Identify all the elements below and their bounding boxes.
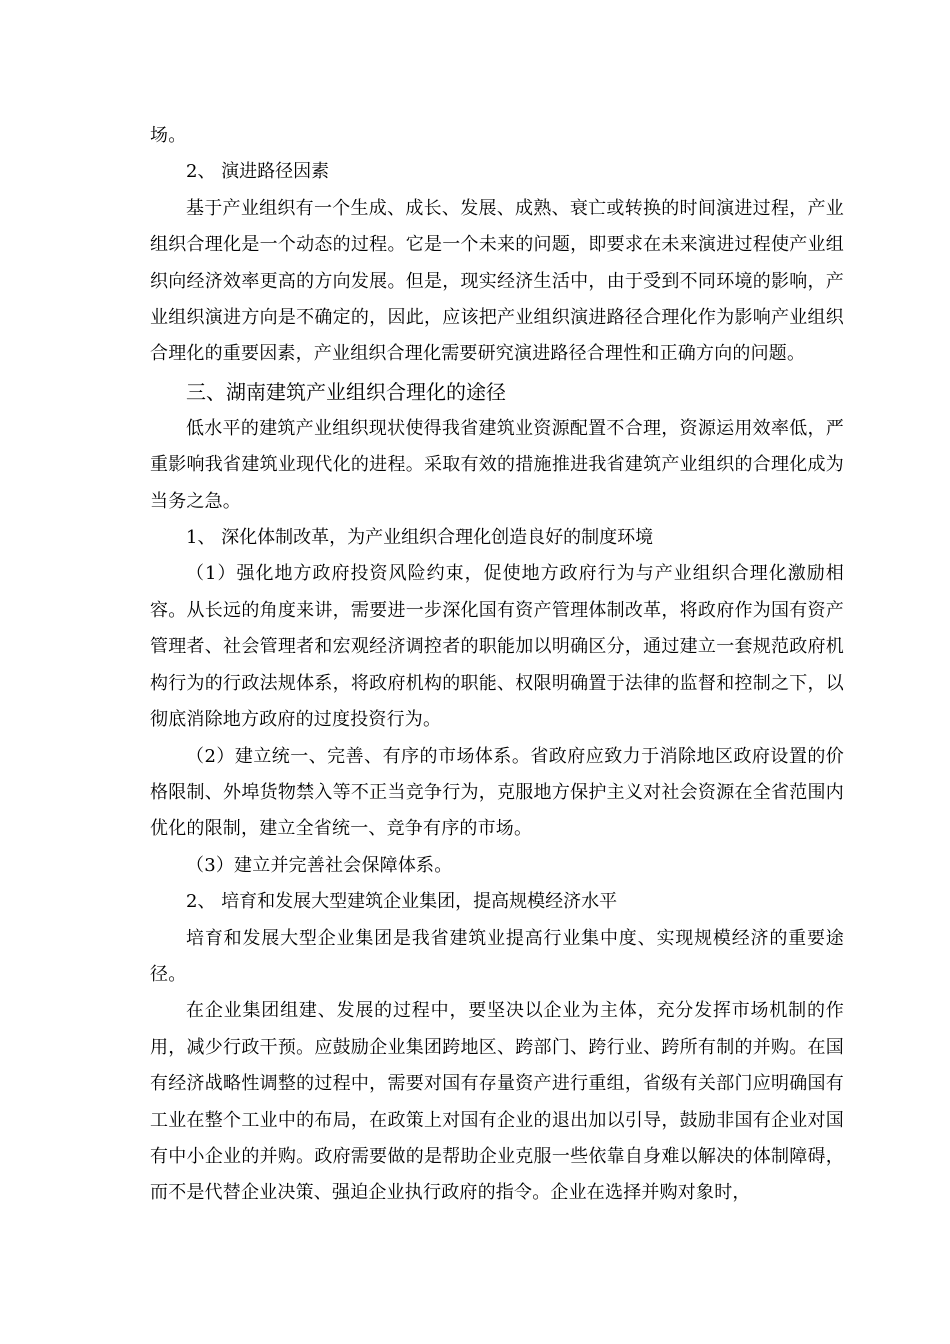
subsection-heading-evolution-path: 2、 演进路径因素: [186, 161, 330, 183]
paragraph-continuation: 场。: [150, 125, 187, 146]
paragraph-groups-2: 在企业集团组建、发展的过程中，要坚决以企业为主体，充分发挥市场机制的作用，减少行政干预。应鼓励企业集团跨地区、跨部门、跨行业、跨所有制的并购。在国有经济战略性调整的过程中，需要对国有存量资产进行重组，省级有关部门应明确国有工业在整个工业中的布局，在政策上对国有企业的退出加以引导，鼓励非国有企业对国有中小企业的并购。政府需要做的是帮助企业克服一些依靠自身难以解决的体制障碍，而不是代替企业决策、强迫企业执行政府的指令。企业在选择并购对象时，: [150, 1000, 844, 1204]
paragraph-evolution-path: 基于产业组织有一个生成、成长、发展、成熟、衰亡或转换的时间演进过程，产业组织合理化是一个动态的过程。它是一个未来的问题，即要求在未来演进过程使产业组织向经济效率更高的方向发展。但是，现实经济生活中，由于受到不同环境的影响，产业组织演进方向是不确定的，因此，应该把产业组织演进路径合理化作为影响产业组织合理化的重要因素，产业组织合理化需要研究演进路径合理性和正确方向的问题。: [150, 197, 844, 365]
document-page: [150, 118, 844, 1212]
paragraph-groups-1: 培育和发展大型企业集团是我省建筑业提高行业集中度、实现规模经济的重要途径。: [150, 927, 844, 985]
section-heading-hunan: 三、湖南建筑产业组织合理化的途径: [186, 379, 506, 404]
paragraph-reform-1: （1）强化地方政府投资风险约束，促使地方政府行为与产业组织合理化激励相容。从长远的角度来讲，需要进一步深化国有资产管理体制改革，将政府作为国有资产管理者、社会管理者和宏观经济调控者的职能加以明确区分，通过建立一套规范政府机构行为的行政法规体系，将政府机构的职能、权限明确置于法律的监督和控制之下，以彻底消除地方政府的过度投资行为。: [150, 563, 844, 731]
paragraph-reform-2: （2）建立统一、完善、有序的市场体系。省政府应致力于消除地区政府设置的价格限制、外埠货物禁入等不正当竞争行为，克服地方保护主义对社会资源在全省范围内优化的限制，建立全省统一、竞争有序的市场。: [150, 745, 844, 840]
subsection-heading-groups: 2、 培育和发展大型建筑企业集团，提高规模经济水平: [186, 891, 618, 913]
paragraph-intro: 低水平的建筑产业组织现状使得我省建筑业资源配置不合理，资源运用效率低，严重影响我省建筑业现代化的进程。采取有效的措施推进我省建筑产业组织的合理化成为当务之急。: [150, 417, 844, 512]
paragraph-reform-3: （3）建立并完善社会保障体系。: [186, 854, 453, 876]
subsection-heading-reform: 1、 深化体制改革，为产业组织合理化创造良好的制度环境: [186, 527, 654, 549]
